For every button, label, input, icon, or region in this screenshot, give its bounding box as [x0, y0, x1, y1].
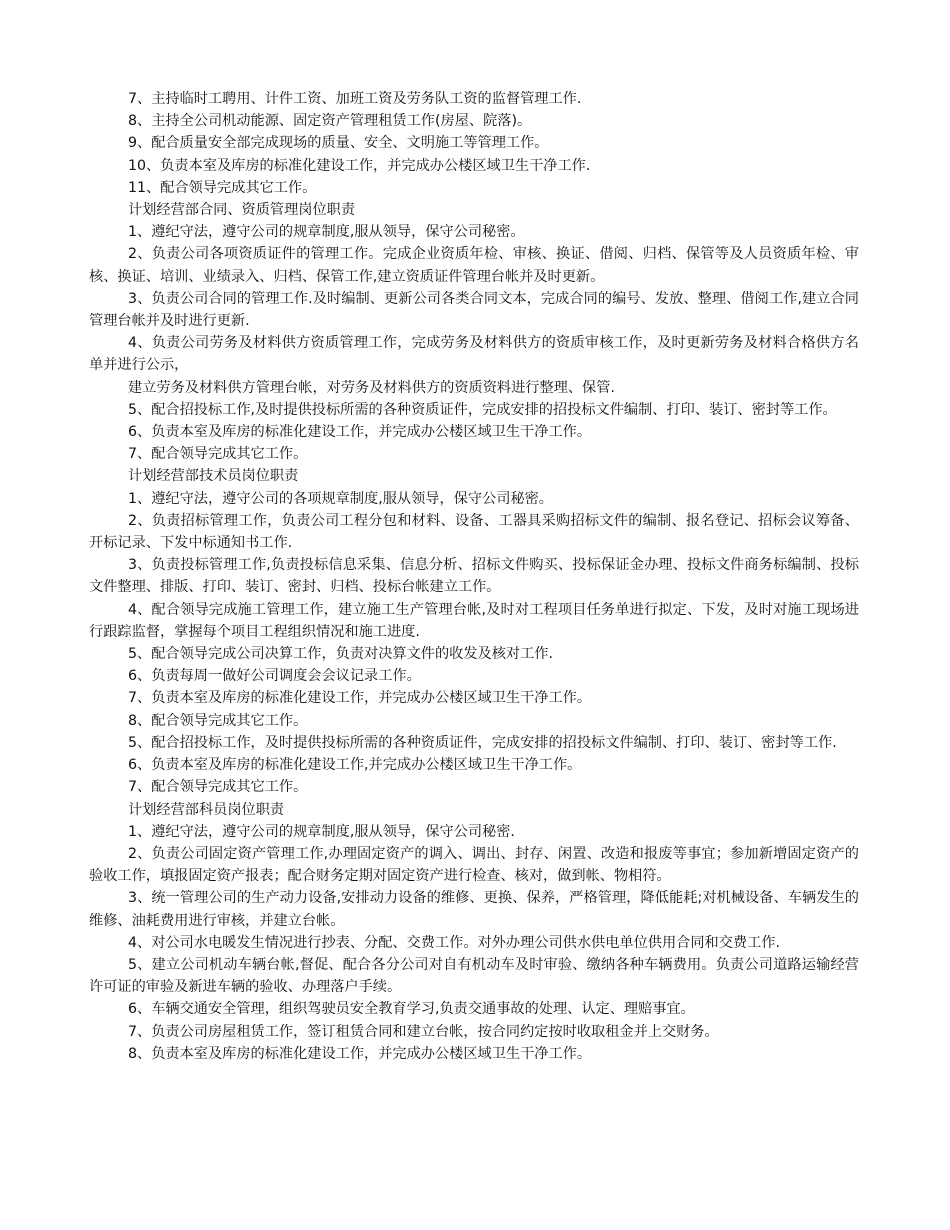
paragraph: 10、负责本室及库房的标准化建设工作，并完成办公楼区域卫生干净工作.	[128, 157, 591, 174]
paragraph: 3、负责公司合同的管理工作.及时编制、更新公司各类合同文本，完成合同的编号、发放、整理、借阅工作,建立合同管理台帐并及时进行更新.	[89, 290, 859, 330]
paragraph: 5、建立公司机动车辆台帐,督促、配合各分公司对自有机动车及时审验、缴纳各种车辆费用。负责公司道路运输经营许可证的审验及新进车辆的验收、办理落户手续。	[89, 956, 859, 996]
section-heading: 计划经营部合同、资质管理岗位职责	[128, 202, 356, 219]
paragraph: 6、负责本室及库房的标准化建设工作,并完成办公楼区域卫生干净工作。	[128, 757, 582, 774]
paragraph: 7、负责公司房屋租赁工作，签订租赁合同和建立台帐，按合同约定按时收取租金并上交财务。	[128, 1023, 719, 1040]
paragraph: 5、配合领导完成公司决算工作，负责对决算文件的收发及核对工作.	[128, 646, 553, 663]
paragraph: 11、配合领导完成其它工作。	[128, 179, 317, 196]
paragraph: 8、负责本室及库房的标准化建设工作，并完成办公楼区域卫生干净工作。	[128, 1045, 592, 1062]
paragraph: 8、主持全公司机动能源、固定资产管理租赁工作(房屋、院落)。	[128, 113, 532, 130]
paragraph: 建立劳务及材料供方管理台帐，对劳务及材料供方的资质资料进行整理、保管.	[128, 379, 615, 396]
paragraph: 6、负责本室及库房的标准化建设工作，并完成办公楼区域卫生干净工作。	[128, 424, 592, 441]
paragraph: 7、负责本室及库房的标准化建设工作，并完成办公楼区域卫生干净工作。	[128, 690, 592, 707]
document-body	[89, 88, 859, 1065]
paragraph: 6、负责每周一做好公司调度会会议记录工作。	[128, 668, 421, 685]
paragraph: 8、配合领导完成其它工作。	[128, 712, 308, 729]
paragraph: 1、遵纪守法，遵守公司的各项规章制度,服从领导，保守公司秘密。	[128, 490, 553, 507]
paragraph: 7、配合领导完成其它工作。	[128, 446, 308, 463]
paragraph: 2、负责公司各项资质证件的管理工作。完成企业资质年检、审核、换证、借阅、归档、保管等及人员资质年检、审核、换证、培训、业绩录入、归档、保管工作,建立资质证件管理台帐并及时更新。	[89, 246, 859, 285]
paragraph: 2、负责公司固定资产管理工作,办理固定资产的调入、调出、封存、闲置、改造和报废等事宜；参加新增固定资产的验收工作，填报固定资产报表；配合财务定期对固定资产进行检查、核对，做到帐、物相符。	[89, 845, 859, 885]
paragraph: 7、配合领导完成其它工作。	[128, 779, 308, 796]
section-heading: 计划经营部科员岗位职责	[128, 801, 285, 818]
section-heading: 计划经营部技术员岗位职责	[128, 468, 299, 485]
paragraph: 1、遵纪守法，遵守公司的规章制度,服从领导，保守公司秘密。	[128, 224, 525, 241]
paragraph: 4、配合领导完成施工管理工作，建立施工生产管理台帐,及时对工程项目任务单进行拟定、下发，及时对施工现场进行跟踪监督，掌握每个项目工程组织情况和施工进度.	[89, 601, 859, 640]
paragraph: 5、配合招投标工作,及时提供投标所需的各种资质证件，完成安排的招投标文件编制、打印、装订、密封等工作。	[128, 401, 837, 418]
paragraph: 2、负责招标管理工作，负责公司工程分包和材料、设备、工器具采购招标文件的编制、报名登记、招标会议筹备、开标记录、下发中标通知书工作.	[89, 512, 859, 552]
paragraph: 4、对公司水电暖发生情况进行抄表、分配、交费工作。对外办理公司供水供电单位供用合同和交费工作.	[128, 934, 780, 951]
paragraph: 7、主持临时工聘用、计件工资、加班工资及劳务队工资的监督管理工作.	[128, 91, 582, 107]
paragraph: 4、负责公司劳务及材料供方资质管理工作，完成劳务及材料供方的资质审核工作，及时更新劳务及材料合格供方名单并进行公示，	[89, 335, 859, 374]
paragraph: 9、配合质量安全部完成现场的质量、安全、文明施工等管理工作。	[128, 135, 549, 152]
paragraph: 5、配合招投标工作，及时提供投标所需的各种资质证件，完成安排的招投标文件编制、打印、装订、密封等工作.	[128, 734, 837, 751]
paragraph: 3、统一管理公司的生产动力设备,安排动力设备的维修、更换、保养，严格管理，降低能耗;对机械设备、车辆发生的维修、油耗费用进行审核，并建立台帐。	[89, 890, 859, 929]
paragraph: 1、遵纪守法，遵守公司的规章制度,服从领导，保守公司秘密.	[128, 823, 515, 840]
paragraph: 3、负责投标管理工作,负责投标信息采集、信息分析、招标文件购买、投标保证金办理、投标文件商务标编制、投标文件整理、排版、打印、装订、密封、归档、投标台帐建立工作。	[89, 557, 859, 596]
paragraph: 6、车辆交通安全管理，组织驾驶员安全教育学习,负责交通事故的处理、认定、理赔事宜。	[128, 1001, 695, 1018]
